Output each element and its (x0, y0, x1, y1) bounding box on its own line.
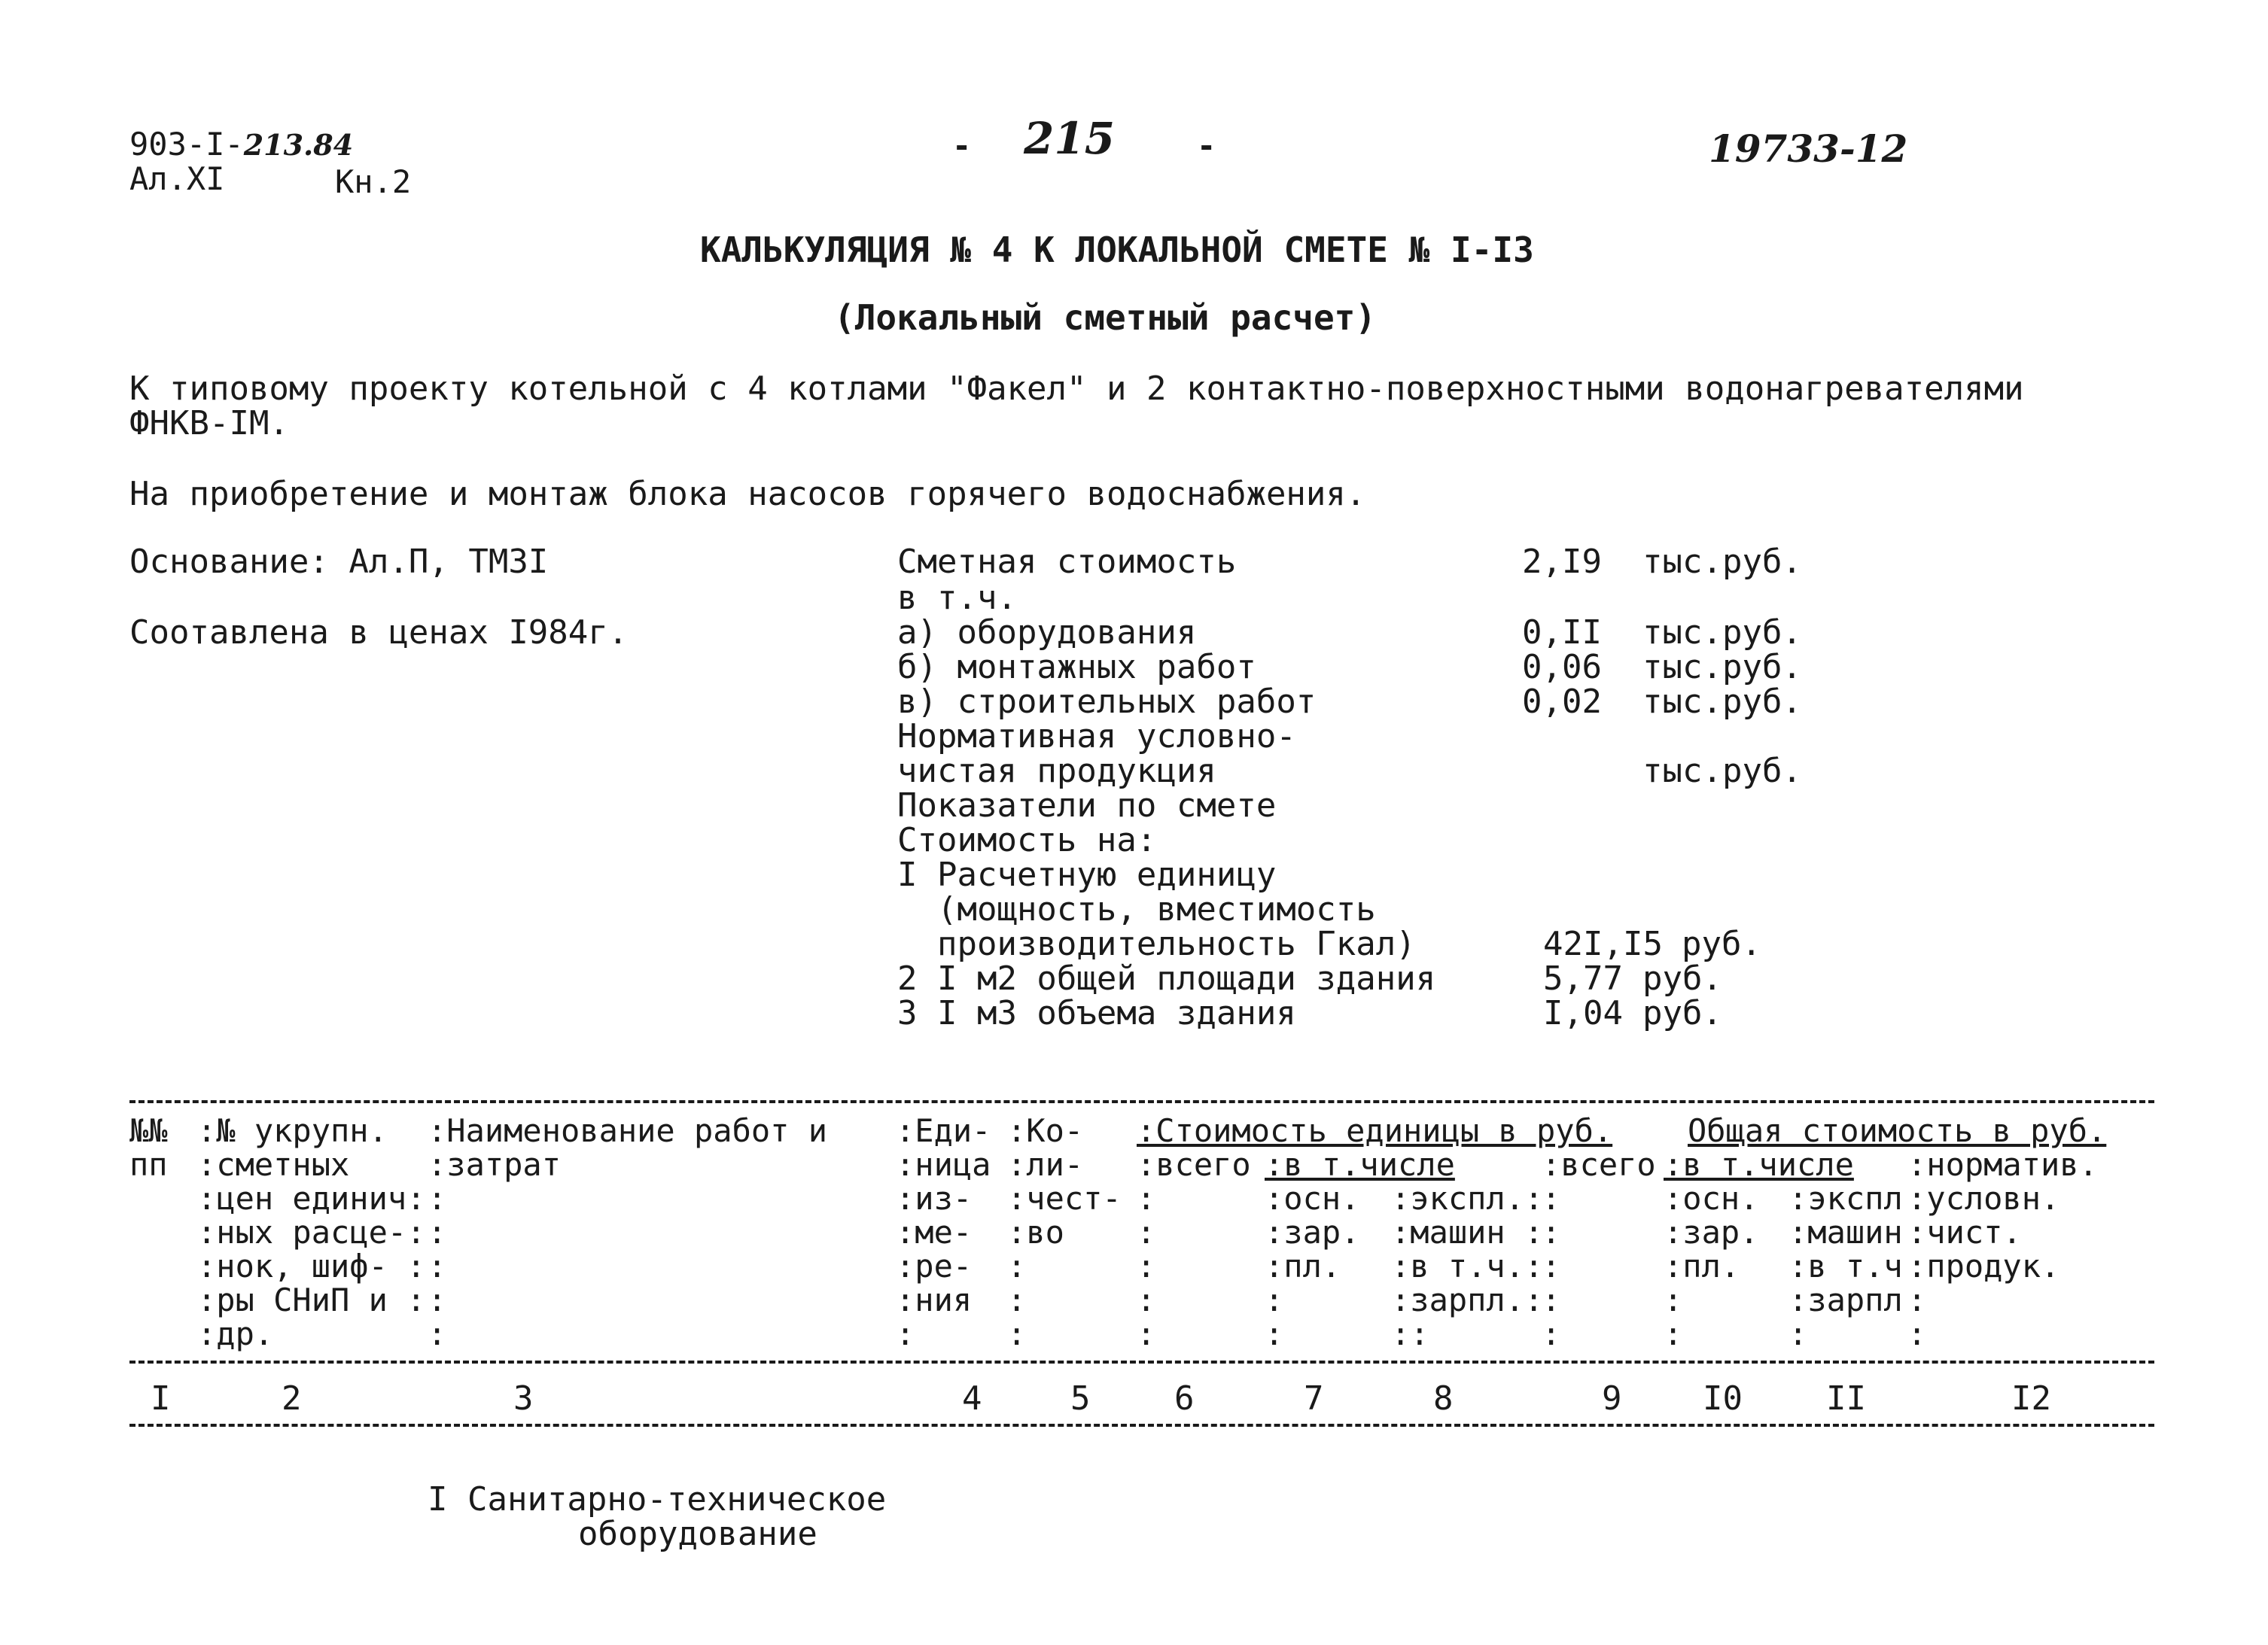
header-col-5-line: : (1007, 1282, 1027, 1318)
header-col-2-line: :ных расце-: (197, 1214, 426, 1251)
header-col-8-line: :в т.ч.: (1391, 1248, 1544, 1285)
header-col-10-line: : (1664, 1315, 1683, 1352)
header-col-3-line: :Наименование работ и (428, 1112, 828, 1149)
cost-unit: тыс.руб. (1642, 683, 1802, 721)
cost-label: б) монтажных работ (897, 648, 1256, 686)
header-col-2-line: :№ укрупн. (197, 1112, 388, 1149)
header-col-3-line: : (428, 1180, 447, 1217)
header-col-12-line: :условн. (1907, 1180, 2060, 1217)
purpose-line: На приобретение и монтаж блока насосов горячего водоснабжения. (129, 475, 1366, 513)
header-col-6-line: : (1137, 1315, 1156, 1352)
archive-number: 19733-12 (1709, 126, 1908, 171)
header-col-7-line: :пл. (1265, 1248, 1341, 1285)
document-code-printed: 903-I- (129, 126, 244, 163)
header-col-4-line: :ница (896, 1146, 991, 1183)
column-number: I (151, 1379, 171, 1418)
cost-unit: тыс.руб. (1642, 613, 1802, 652)
header-col-7-line: : (1265, 1282, 1284, 1318)
page-dash-right: - (1197, 127, 1216, 164)
column-number: I2 (2011, 1379, 2051, 1418)
header-col-9-line: : (1542, 1180, 1561, 1217)
column-number: 9 (1602, 1379, 1622, 1418)
cost-label: в т.ч. (897, 579, 1017, 617)
page-dash-left: - (952, 127, 972, 164)
header-col-8-line: :зарпл.: (1391, 1282, 1544, 1318)
header-col-8-line: :экспл.: (1391, 1180, 1544, 1217)
header-col-11-line: :в т.ч (1789, 1248, 1903, 1285)
header-col-9-line: : (1542, 1315, 1561, 1352)
header-col-10-line: :пл. (1664, 1248, 1740, 1285)
header-col-5-line: : (1007, 1248, 1027, 1285)
header-col-10-line: :в т.числе (1664, 1146, 1854, 1183)
cost-unit: тыс.руб. (1642, 752, 1802, 790)
column-number: 3 (513, 1379, 534, 1418)
cost-value: 2,I9 (1522, 543, 1602, 581)
header-col-1-line: пп (129, 1146, 168, 1183)
header-col-3-line: : (428, 1282, 447, 1318)
header-col-11-line: :зарпл (1789, 1282, 1903, 1318)
header-col-5-line: :во (1007, 1214, 1064, 1251)
header-col-9-line: :всего (1542, 1146, 1656, 1183)
header-col-6-line: : (1137, 1248, 1156, 1285)
header-col-4-line: :Еди- (896, 1112, 991, 1149)
album-label: Ал.XI (129, 160, 225, 197)
page-number: 215 (1024, 113, 1116, 164)
header-col-7-line: : (1265, 1315, 1284, 1352)
header-col-5-line: :Ко- (1007, 1112, 1084, 1149)
section-title-line1: I Санитарно-техническое (428, 1480, 887, 1519)
header-col-8-line: :машин : (1391, 1214, 1544, 1251)
header-col-10-line: :зар. (1664, 1214, 1759, 1251)
cost-unit: руб. (1642, 959, 1722, 998)
header-col-10-line: : (1664, 1282, 1683, 1318)
section-title-line2: оборудование (578, 1515, 817, 1553)
column-number: 4 (962, 1379, 982, 1418)
header-col-3-line: :затрат (428, 1146, 562, 1183)
header-col-10-line: :осн. (1664, 1180, 1759, 1217)
header-col-4-line: :ме- (896, 1214, 973, 1251)
cost-value: 42I,I5 (1543, 925, 1663, 963)
cost-label: производительность Гкал) (897, 925, 1416, 963)
header-col-11-line: :машин (1789, 1214, 1903, 1251)
header-col-7-line: :осн. (1265, 1180, 1360, 1217)
header-col-7-line: :в т.числе (1265, 1146, 1455, 1183)
column-number: 6 (1174, 1379, 1195, 1418)
header-col-6-line: :всего (1137, 1146, 1251, 1183)
table-top-rule (129, 1100, 2154, 1103)
project-description-line2: ФНКВ-IМ. (129, 404, 289, 442)
header-col-7-line: :зар. (1265, 1214, 1360, 1251)
header-col-11-line: : (1789, 1315, 1808, 1352)
cost-label: Сметная стоимость (897, 543, 1237, 581)
project-description-line1: К типовому проекту котельной с 4 котлами "Факел" и 2 контактно-поверхностными водонагревателями (129, 369, 2024, 408)
header-col-4-line: :из- (896, 1180, 973, 1217)
header-col-6-line: : (1137, 1214, 1156, 1251)
document-subtitle: (Локальный сметный расчет) (834, 297, 1377, 338)
book-label: Кн.2 (335, 163, 412, 200)
header-col-11-line: :экспл (1789, 1180, 1903, 1217)
header-col-2-line: :цен единич: (197, 1180, 426, 1217)
header-col-5-line: : (1007, 1315, 1027, 1352)
header-col-4-line: : (896, 1315, 915, 1352)
header-col-4-line: :ния (896, 1282, 973, 1318)
price-level-line: Соотавлена в ценах I984г. (129, 613, 629, 652)
column-number: 7 (1304, 1379, 1324, 1418)
header-col-5-line: :ли- (1007, 1146, 1084, 1183)
cost-label: I Расчетную единицу (897, 856, 1277, 894)
cost-label: в) строительных работ (897, 683, 1317, 721)
cost-unit: руб. (1682, 925, 1761, 963)
header-col-9-line: : (1542, 1248, 1561, 1285)
cost-value: I,04 (1543, 994, 1623, 1032)
header-col-2-line: :др. (197, 1315, 274, 1352)
column-number-rule (129, 1424, 2154, 1427)
cost-unit: тыс.руб. (1642, 543, 1802, 581)
column-number: II (1826, 1379, 1866, 1418)
cost-label: чистая продукция (897, 752, 1216, 790)
column-number: 8 (1433, 1379, 1454, 1418)
header-col-12-line: :норматив. (1907, 1146, 2098, 1183)
column-number: 2 (282, 1379, 302, 1418)
column-number: 5 (1070, 1379, 1091, 1418)
cost-label: 3 I м3 объема здания (897, 994, 1296, 1032)
header-col-3-line: : (428, 1214, 447, 1251)
header-group-total-cost: Общая стоимость в руб. (1688, 1112, 2107, 1149)
header-col-6-line: : (1137, 1282, 1156, 1318)
cost-label: (мощность, вместимость (897, 890, 1376, 929)
cost-value: 0,02 (1522, 683, 1602, 721)
cost-unit: тыс.руб. (1642, 648, 1802, 686)
header-col-2-line: :нок, шиф- : (197, 1248, 426, 1285)
header-col-12-line: :продук. (1907, 1248, 2060, 1285)
cost-label: Стоимость на: (897, 821, 1157, 859)
header-col-9-line: : (1542, 1214, 1561, 1251)
document-code-handwritten: 213.84 (243, 128, 354, 162)
header-col-5-line: :чест- (1007, 1180, 1122, 1217)
header-group-unit-cost: :Стоимость единицы в руб. (1137, 1112, 1613, 1149)
cost-label: Нормативная условно- (897, 717, 1296, 756)
cost-label: Показатели по смете (897, 786, 1277, 825)
header-col-12-line: : (1907, 1282, 1927, 1318)
table-header-bottom-rule (129, 1361, 2154, 1364)
header-col-1-line: №№ (129, 1112, 168, 1149)
basis-line: Основание: Ал.П, ТМ3I (129, 543, 549, 581)
cost-unit: руб. (1642, 994, 1722, 1032)
header-col-4-line: :ре- (896, 1248, 973, 1285)
header-col-3-line: : (428, 1248, 447, 1285)
header-col-12-line: :чист. (1907, 1214, 2022, 1251)
document-title: КАЛЬКУЛЯЦИЯ № 4 К ЛОКАЛЬНОЙ СМЕТЕ № I-I3 (700, 230, 1534, 270)
header-col-3-line: : (428, 1315, 447, 1352)
cost-label: 2 I м2 общей площади здания (897, 959, 1436, 998)
cost-value: 0,06 (1522, 648, 1602, 686)
cost-value: 5,77 (1543, 959, 1623, 998)
header-col-6-line: : (1137, 1180, 1156, 1217)
header-col-2-line: :сметных (197, 1146, 350, 1183)
document-code (129, 126, 353, 163)
cost-value: 0,II (1522, 613, 1602, 652)
header-col-9-line: : (1542, 1282, 1561, 1318)
column-number: I0 (1703, 1379, 1743, 1418)
header-col-8-line: :: (1391, 1315, 1429, 1352)
cost-label: а) оборудования (897, 613, 1197, 652)
header-col-2-line: :ры СНиП и : (197, 1282, 426, 1318)
header-col-12-line: : (1907, 1315, 1927, 1352)
